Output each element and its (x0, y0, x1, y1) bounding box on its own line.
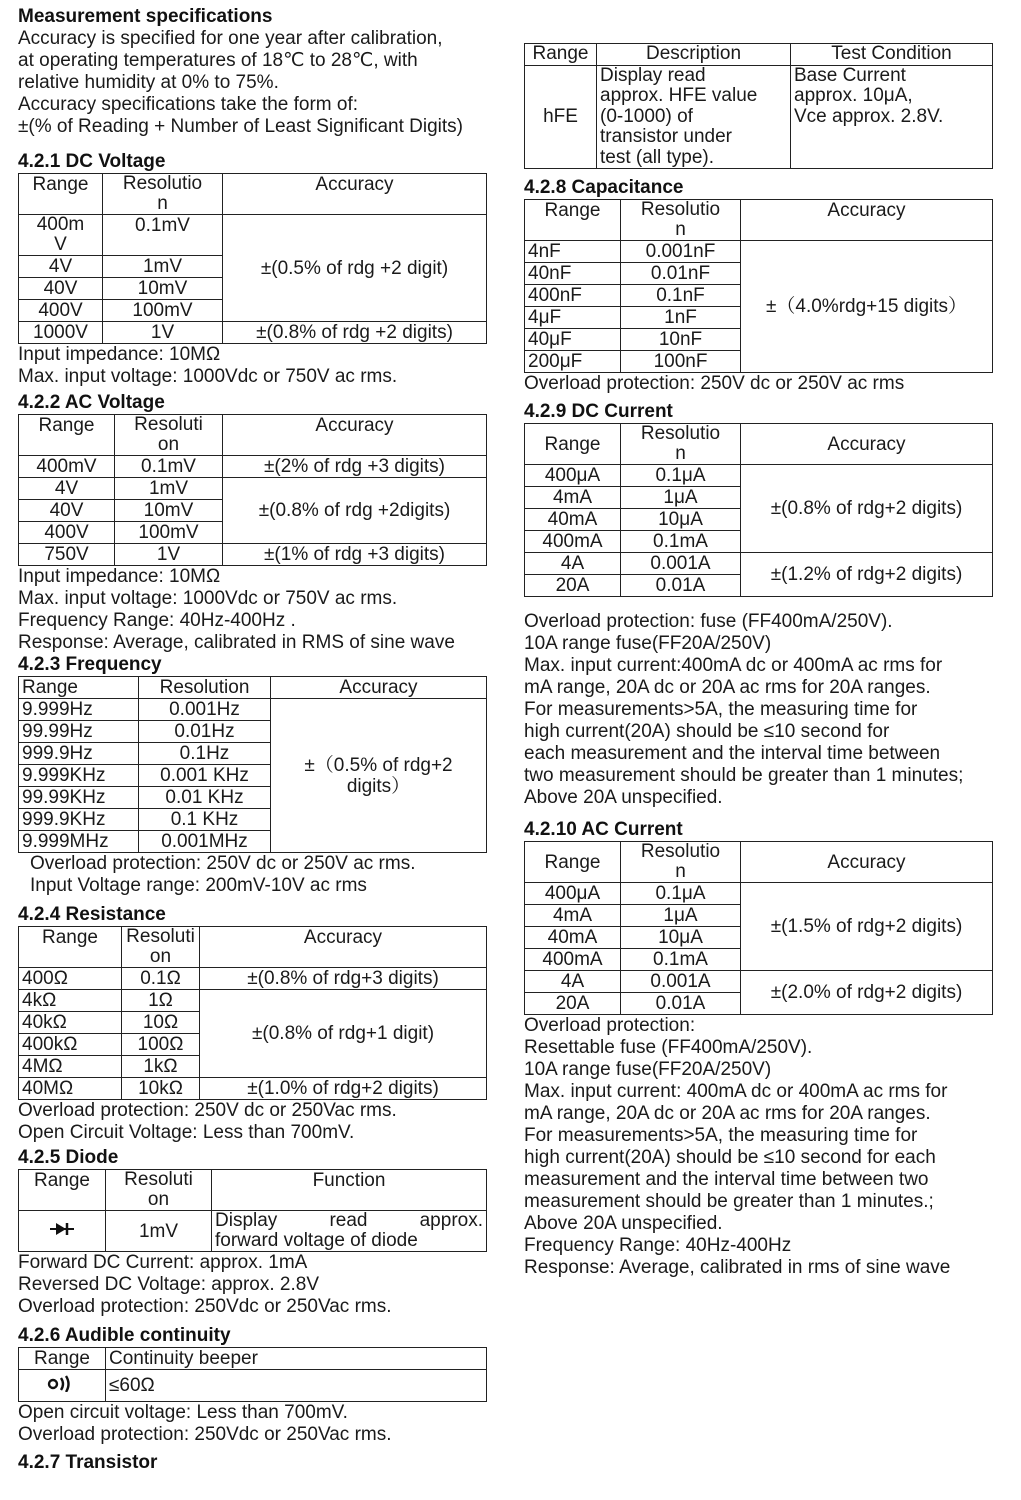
resolution-cell: 0.001A (621, 553, 741, 575)
header-cell: Range (525, 44, 597, 66)
condition-line: Base Current (794, 65, 906, 86)
section-title: 4.2.4 Resistance (18, 904, 166, 925)
resolution-cell: 10mV (103, 278, 223, 300)
header-cell: Resolutio n (621, 200, 741, 241)
header-cell: Accuracy (741, 200, 993, 241)
condition-cell (791, 65, 993, 169)
range-cell: 4nF (525, 241, 621, 263)
header-cell: Continuity beeper (106, 1348, 487, 1370)
resolution-cell: 0.1mV (115, 456, 223, 478)
hfe-table (524, 43, 993, 169)
header-cell: Range (525, 842, 621, 883)
range-cell: 9.999KHz (19, 765, 139, 787)
note-line: Open circuit voltage: Less than 700mV. (18, 1402, 348, 1423)
range-cell (19, 1211, 106, 1252)
intro-line: relative humidity at 0% to 75%. (18, 72, 279, 93)
resolution-cell: 1kΩ (122, 1056, 200, 1078)
table-header-row (19, 1170, 487, 1211)
resistance-section (18, 904, 488, 1144)
resolution-cell: 0.01A (621, 993, 741, 1015)
note-line: Input impedance: 10MΩ (18, 344, 221, 365)
resolution-cell: 0.1mA (621, 949, 741, 971)
range-cell: 40mA (525, 509, 621, 531)
capacitance-table (524, 199, 993, 373)
header-cell: Test Condition (791, 44, 993, 66)
header-cell: Accuracy (741, 424, 993, 465)
range-cell: 40V (19, 278, 103, 300)
table-header-row (19, 415, 487, 456)
resistance-table (18, 926, 487, 1100)
range-cell (19, 1370, 106, 1402)
note-line: each measurement and the interval time between (524, 743, 941, 764)
resolution-cell: 100nF (621, 351, 741, 373)
range-cell: 40nF (525, 263, 621, 285)
table-header-row (19, 677, 487, 699)
note-line: mA range, 20A dc or 20A ac rms for 20A ranges. (524, 1103, 931, 1124)
note-line: Response: Average, calibrated in RMS of sine wave (18, 632, 455, 653)
resolution-cell: 0.01A (621, 575, 741, 597)
note-line: Open Circuit Voltage: Less than 700mV. (18, 1122, 355, 1143)
hfe-section (524, 43, 994, 169)
table-header-row (525, 200, 993, 241)
range-cell: 400V (19, 522, 115, 544)
note-line: Reversed DC Voltage: approx. 2.8V (18, 1274, 320, 1295)
section-title: 4.2.10 AC Current (524, 819, 683, 840)
resolution-cell: 10μA (621, 927, 741, 949)
resolution-cell: 1V (115, 544, 223, 566)
section-title: 4.2.2 AC Voltage (18, 392, 165, 413)
note-line: mA range, 20A dc or 20A ac rms for 20A ranges. (524, 677, 931, 698)
continuity-section (18, 1325, 488, 1446)
note-line: Overload protection: 250V dc or 250V ac rms (524, 373, 905, 394)
table-row (525, 883, 993, 905)
ac-voltage-section (18, 392, 488, 654)
note-line: Overload protection: 250V dc or 250V ac rms. (30, 853, 416, 874)
note-line: high current(20A) should be ≤10 second for each (524, 1147, 936, 1168)
accuracy-cell: ±(1% of rdg +3 digits) (223, 544, 487, 566)
table-row (19, 699, 487, 721)
header-cell: Range (525, 424, 621, 465)
range-cell: 4A (525, 971, 621, 993)
table-row (525, 971, 993, 993)
range-cell: 750V (19, 544, 115, 566)
header-cell: Range (19, 174, 103, 215)
resolution-cell: 1mV (115, 478, 223, 500)
range-cell: 20A (525, 575, 621, 597)
header-cell: Resolutio n (621, 424, 741, 465)
accuracy-cell: ±(1.5% of rdg+2 digits) (741, 883, 993, 971)
dc-current-table (524, 423, 993, 597)
header-cell: Accuracy (200, 927, 487, 968)
accuracy-cell: ±(1.0% of rdg+2 digits) (200, 1078, 487, 1100)
ac-current-table (524, 841, 993, 1015)
condition-line: approx. 10μA, (794, 85, 913, 106)
header-cell: Range (19, 927, 122, 968)
resolution-cell: 0.1μA (621, 883, 741, 905)
header-cell: Resoluti on (115, 415, 223, 456)
header-cell: Resolution (139, 677, 271, 699)
table-header-row (525, 424, 993, 465)
table-row (525, 465, 993, 487)
table-row (19, 1078, 487, 1100)
range-cell: 40mA (525, 927, 621, 949)
range-cell: 4kΩ (19, 990, 122, 1012)
range-cell: hFE (525, 65, 597, 169)
resolution-cell: 0.01Hz (139, 721, 271, 743)
header-cell: Resoluti on (106, 1170, 212, 1211)
description-line: Display read (600, 65, 706, 86)
range-cell: 400mA (525, 949, 621, 971)
intro-section (18, 6, 488, 138)
note-line: Above 20A unspecified. (524, 787, 723, 808)
range-cell: 40V (19, 500, 115, 522)
section-title: 4.2.6 Audible continuity (18, 1325, 231, 1346)
accuracy-cell: ±(1.2% of rdg+2 digits) (741, 553, 993, 597)
resolution-cell: 0.1μA (621, 465, 741, 487)
accuracy-cell: ±（0.5% of rdg+2 digits） (271, 699, 487, 853)
accuracy-cell: ±(0.8% of rdg +2digits) (223, 478, 487, 544)
header-cell: Range (525, 200, 621, 241)
resolution-cell: 0.1Hz (139, 743, 271, 765)
note-line: Overload protection: (524, 1015, 696, 1036)
range-cell: 9.999Hz (19, 699, 139, 721)
accuracy-cell: ±(2.0% of rdg+2 digits) (741, 971, 993, 1015)
resolution-cell: 100mV (115, 522, 223, 544)
note-line: Overload protection: 250V dc or 250Vac rms. (18, 1100, 397, 1121)
header-cell: Function (212, 1170, 487, 1211)
intro-line: at operating temperatures of 18℃ to 28℃, with (18, 50, 418, 71)
description-line: (0-1000) of (600, 105, 693, 127)
resolution-cell: 100Ω (122, 1034, 200, 1056)
resolution-cell: 0.1Ω (122, 968, 200, 990)
resolution-cell: 0.001 KHz (139, 765, 271, 787)
range-cell: 400Ω (19, 968, 122, 990)
resolution-cell: 0.01nF (621, 263, 741, 285)
buzzer-icon (47, 1374, 77, 1392)
dc-voltage-table (18, 173, 487, 344)
resolution-cell: 0.001MHz (139, 831, 271, 853)
header-cell: Description (597, 44, 791, 66)
continuity-value-cell: ≤60Ω (106, 1370, 487, 1402)
header-cell: Resolutio n (621, 842, 741, 883)
note-line: Response: Average, calibrated in rms of sine wave (524, 1257, 951, 1278)
range-cell: 4mA (525, 487, 621, 509)
section-title: 4.2.1 DC Voltage (18, 151, 166, 172)
intro-line: Accuracy specifications take the form of: (18, 94, 359, 115)
range-cell: 400V (19, 300, 103, 322)
ac-voltage-table (18, 414, 487, 566)
range-cell: 4μF (525, 307, 621, 329)
table-header-row (19, 174, 487, 215)
note-line: Resettable fuse (FF400mA/250V). (524, 1037, 813, 1058)
intro-line: ±(% of Reading + Number of Least Significant Digits) (18, 116, 463, 137)
accuracy-cell: ±(0.8% of rdg+1 digit) (200, 990, 487, 1078)
header-cell: Accuracy (223, 415, 487, 456)
accuracy-cell: ±(2% of rdg +3 digits) (223, 456, 487, 478)
header-cell: Accuracy (271, 677, 487, 699)
note-line: For measurements>5A, the measuring time for (524, 699, 918, 720)
table-row (19, 1211, 487, 1252)
function-cell: Display read approx. forward voltage of diode (212, 1211, 487, 1252)
capacitance-section (524, 177, 994, 395)
section-title: 4.2.3 Frequency (18, 654, 162, 675)
resolution-cell: 10mV (115, 500, 223, 522)
table-row (19, 322, 487, 344)
range-cell: 99.99Hz (19, 721, 139, 743)
range-cell: 40MΩ (19, 1078, 122, 1100)
note-line: For measurements>5A, the measuring time for (524, 1125, 918, 1146)
table-header-row (525, 44, 993, 66)
note-line: Max. input current: 400mA dc or 400mA ac rms for (524, 1081, 948, 1102)
section-title: 4.2.5 Diode (18, 1147, 119, 1168)
note-line: Above 20A unspecified. (524, 1213, 723, 1234)
diode-table (18, 1169, 487, 1252)
note-line: Max. input voltage: 1000Vdc or 750V ac rms. (18, 366, 398, 387)
range-cell: 400m V (19, 215, 103, 256)
header-cell: Range (19, 1348, 106, 1370)
table-row (19, 215, 487, 256)
table-row (525, 553, 993, 575)
resolution-cell: 1V (103, 322, 223, 344)
resolution-cell: 10Ω (122, 1012, 200, 1034)
ac-current-section (524, 819, 994, 1279)
range-cell: 999.9KHz (19, 809, 139, 831)
note-line: Overload protection: 250Vdc or 250Vac rms. (18, 1424, 392, 1445)
resolution-cell: 10nF (621, 329, 741, 351)
range-cell: 999.9Hz (19, 743, 139, 765)
note-line: Max. input voltage: 1000Vdc or 750V ac rms. (18, 588, 398, 609)
range-cell: 40kΩ (19, 1012, 122, 1034)
range-cell: 400mA (525, 531, 621, 553)
range-cell: 4mA (525, 905, 621, 927)
dc-current-section (524, 401, 994, 809)
table-header-row (19, 1348, 487, 1370)
resolution-cell: 1Ω (122, 990, 200, 1012)
table-row (19, 968, 487, 990)
range-cell: 1000V (19, 322, 103, 344)
header-cell: Resoluti on (122, 927, 200, 968)
condition-line: Vce approx. 2.8V. (794, 105, 944, 127)
frequency-section (18, 654, 488, 897)
range-cell: 99.99KHz (19, 787, 139, 809)
note-line: Max. input current:400mA dc or 400mA ac rms for (524, 655, 943, 676)
table-row (525, 65, 993, 169)
description-line: transistor under (600, 126, 733, 147)
header-cell: Accuracy (223, 174, 487, 215)
note-line: Frequency Range: 40Hz-400Hz . (18, 610, 296, 631)
diode-section (18, 1147, 488, 1318)
range-cell: 4V (19, 256, 103, 278)
note-line: Overload protection: 250Vdc or 250Vac rms. (18, 1296, 392, 1317)
note-line: measurement should be greater than 1 minutes.; (524, 1191, 934, 1212)
range-cell: 400μA (525, 883, 621, 905)
resolution-cell: 10kΩ (122, 1078, 200, 1100)
range-cell: 9.999MHz (19, 831, 139, 853)
resolution-cell: 0.001nF (621, 241, 741, 263)
range-cell: 4V (19, 478, 115, 500)
intro-title: Measurement specifications (18, 6, 273, 27)
resolution-cell: 0.1nF (621, 285, 741, 307)
resolution-cell: 0.01 KHz (139, 787, 271, 809)
frequency-table (18, 676, 487, 853)
resolution-cell: 0.001A (621, 971, 741, 993)
resolution-cell: 0.1 KHz (139, 809, 271, 831)
section-title: 4.2.7 Transistor (18, 1452, 158, 1473)
range-cell: 200μF (525, 351, 621, 373)
table-row (19, 1370, 487, 1402)
intro-line: Accuracy is specified for one year after calibration, (18, 28, 443, 49)
resolution-cell: 1μA (621, 905, 741, 927)
table-row (525, 241, 993, 263)
range-cell: 4MΩ (19, 1056, 122, 1078)
note-line: 10A range fuse(FF20A/250V) (524, 1059, 772, 1080)
header-cell: Accuracy (741, 842, 993, 883)
section-title: 4.2.8 Capacitance (524, 177, 684, 198)
header-cell: Resolutio n (103, 174, 223, 215)
resolution-cell: 0.1mA (621, 531, 741, 553)
resolution-cell: 1mV (106, 1211, 212, 1252)
table-row (19, 478, 487, 500)
range-cell: 400kΩ (19, 1034, 122, 1056)
table-row (19, 456, 487, 478)
table-row (19, 990, 487, 1012)
resolution-cell: 1nF (621, 307, 741, 329)
table-header-row (19, 927, 487, 968)
note-line: two measurement should be greater than 1 minutes; (524, 765, 964, 786)
table-row (19, 544, 487, 566)
accuracy-cell: ±(0.8% of rdg +2 digits) (223, 322, 487, 344)
diode-icon (49, 1221, 75, 1237)
resolution-cell: 0.1mV (103, 215, 223, 256)
range-cell: 20A (525, 993, 621, 1015)
resolution-cell: 0.001Hz (139, 699, 271, 721)
continuity-table (18, 1347, 487, 1402)
resolution-cell: 100mV (103, 300, 223, 322)
note-line: 10A range fuse(FF20A/250V) (524, 633, 772, 654)
range-cell: 400nF (525, 285, 621, 307)
description-line: approx. HFE value (600, 85, 758, 106)
dc-voltage-section (18, 151, 488, 388)
note-line: Overload protection: fuse (FF400mA/250V). (524, 611, 893, 632)
transistor-section (18, 1452, 488, 1474)
range-cell: 4A (525, 553, 621, 575)
resolution-cell: 10μA (621, 509, 741, 531)
section-title: 4.2.9 DC Current (524, 401, 673, 422)
range-cell: 400mV (19, 456, 115, 478)
resolution-cell: 1μA (621, 487, 741, 509)
accuracy-cell: ±(0.8% of rdg+2 digits) (741, 465, 993, 553)
accuracy-cell: ±（4.0%rdg+15 digits） (741, 241, 993, 373)
note-line: high current(20A) should be ≤10 second for (524, 721, 890, 742)
range-cell: 400μA (525, 465, 621, 487)
note-line: measurement and the interval time between two (524, 1169, 929, 1190)
accuracy-cell: ±(0.8% of rdg+3 digits) (200, 968, 487, 990)
table-header-row (525, 842, 993, 883)
description-line: test (all type). (600, 146, 715, 168)
note-line: Forward DC Current: approx. 1mA (18, 1252, 308, 1273)
note-line: Input impedance: 10MΩ (18, 566, 221, 587)
resolution-cell: 1mV (103, 256, 223, 278)
description-cell (597, 65, 791, 169)
header-cell: Range (19, 1170, 106, 1211)
note-line: Input Voltage range: 200mV-10V ac rms (30, 875, 367, 896)
accuracy-cell: ±(0.5% of rdg +2 digit) (223, 215, 487, 322)
note-line: Frequency Range: 40Hz-400Hz (524, 1235, 792, 1256)
header-cell: Range (19, 677, 139, 699)
range-cell: 40μF (525, 329, 621, 351)
header-cell: Range (19, 415, 115, 456)
